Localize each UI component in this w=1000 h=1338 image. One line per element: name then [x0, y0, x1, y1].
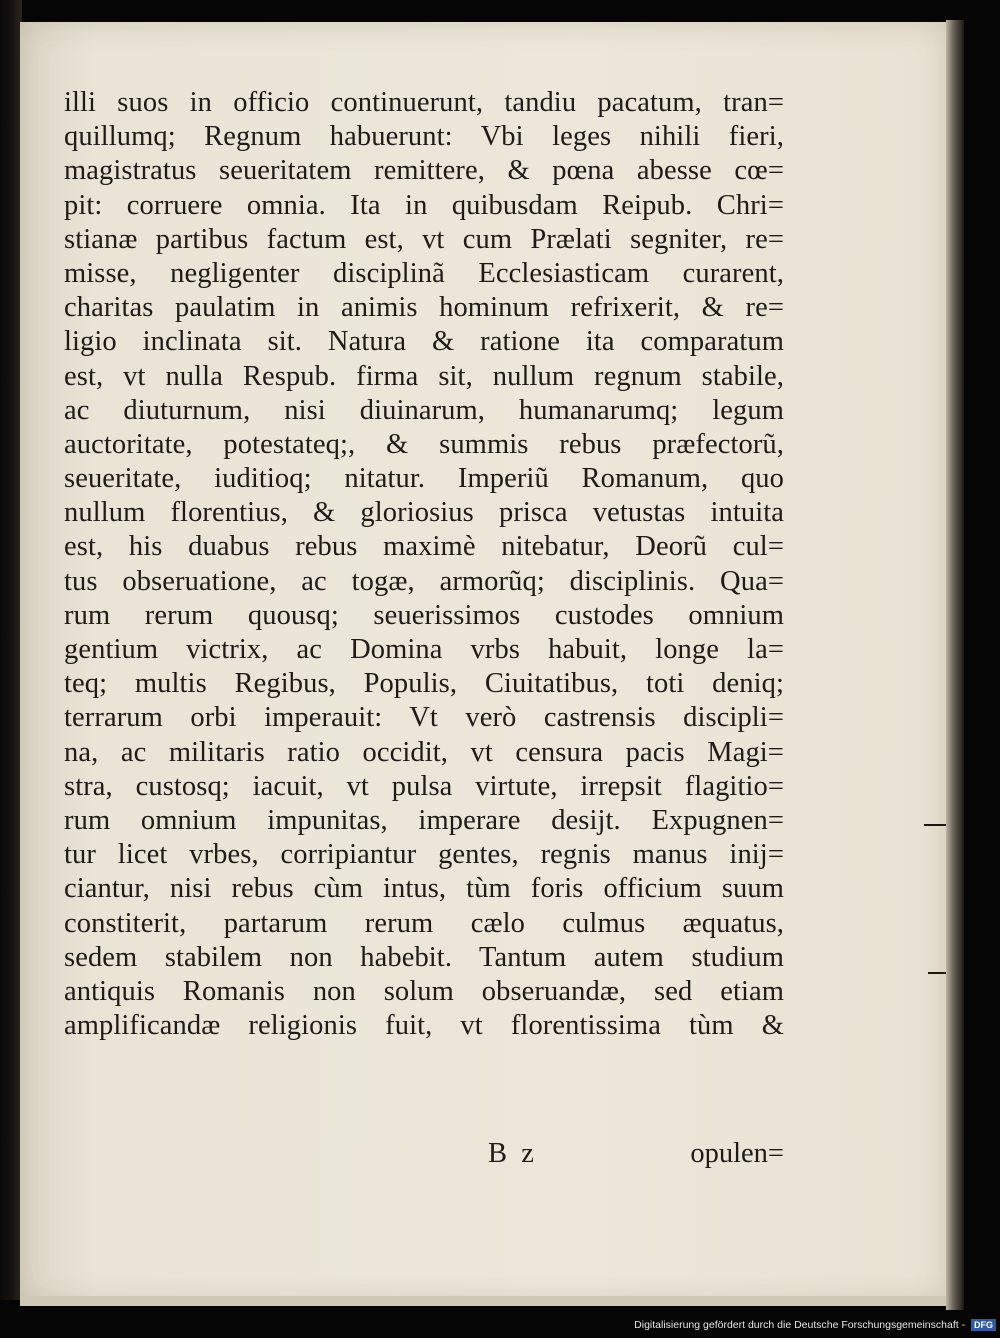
text-line: seueritate, iuditioq; nitatur. Imperiũ Romanum, quo [64, 463, 784, 495]
text-line: amplificandæ religionis fuit, vt florentissima tùm & [64, 1010, 784, 1042]
text-line: ciantur, nisi rebus cùm intus, tùm foris officium suum [64, 873, 784, 905]
text-line: na, ac militaris ratio occidit, vt censura pacis Magi= [64, 736, 784, 768]
text-line: ac diuturnum, nisi diuinarum, humanarumq; legum [64, 394, 784, 426]
text-line: charitas paulatim in animis hominum refrixerit, & re= [64, 292, 784, 324]
text-line: pit: corruere omnia. Ita in quibusdam Reipub. Chri= [64, 189, 784, 221]
text-line: auctoritate, potestateq;, & summis rebus præfectorũ, [64, 428, 784, 460]
digitization-credit [634, 1318, 996, 1332]
text-line: illi suos in officio continuerunt, tandiu pacatum, tran= [64, 87, 784, 118]
text-line: est, vt nulla Respub. firma sit, nullum regnum stabile, [64, 360, 784, 392]
text-line: tus obseruatione, ac togæ, armorũq; disciplinis. Qua= [64, 565, 784, 597]
text-line: stra, custosq; iacuit, vt pulsa virtute, irrepsit flagitio= [64, 770, 784, 802]
text-line: teq; multis Regibus, Populis, Ciuitatibus, toti deniq; [64, 668, 784, 700]
text-line: ligio inclinata sit. Natura & ratione ita comparatum [64, 326, 784, 358]
text-line: tur licet vrbes, corripiantur gentes, regnis manus inij= [64, 839, 784, 871]
text-line: terrarum orbi imperauit: Vt verò castrensis discipli= [64, 702, 784, 734]
text-line: rum rerum quousq; seuerissimos custodes omnium [64, 599, 784, 631]
text-line: gentium victrix, ac Domina vrbs habuit, longe la= [64, 634, 784, 665]
text-line: nullum florentius, & gloriosius prisca vetustas intuita [64, 497, 784, 529]
text-line: constiterit, partarum rerum cælo culmus æquatus, [64, 907, 784, 939]
text-line: magistratus seueritatem remittere, & pœna abesse cœ= [64, 155, 784, 187]
page-stack-edge [946, 20, 964, 1310]
text-line: stianæ partibus factum est, vt cum Prælati segniter, re= [64, 223, 784, 255]
catchword: opulen= [690, 1138, 784, 1169]
credit-text: Digitalisierung gefördert durch die Deutsche Forschungsgemeinschaft - [634, 1319, 966, 1331]
edge-mark [924, 824, 946, 826]
body-text [64, 86, 784, 1043]
text-line: antiquis Romanis non solum obseruandæ, sed etiam [64, 975, 784, 1007]
book-binding-edge [0, 0, 22, 1300]
text-line: quillumq; Regnum habuerunt: Vbi leges nihili fieri, [64, 121, 784, 153]
page-footer-line [64, 1137, 784, 1171]
page-bottom-edge [20, 1296, 946, 1306]
dfg-logo[interactable]: DFG [971, 1319, 996, 1331]
text-line: rum omnium impunitas, imperare desijt. Expugnen= [64, 804, 784, 836]
text-line: misse, negligenter disciplinã Ecclesiasticam curarent, [64, 257, 784, 289]
text-line: est, his duabus rebus maximè nitebatur, Deorũ cul= [64, 531, 784, 563]
edge-mark [928, 972, 946, 974]
signature-mark: B z [488, 1138, 534, 1169]
text-line: sedem stabilem non habebit. Tantum autem studium [64, 941, 784, 973]
